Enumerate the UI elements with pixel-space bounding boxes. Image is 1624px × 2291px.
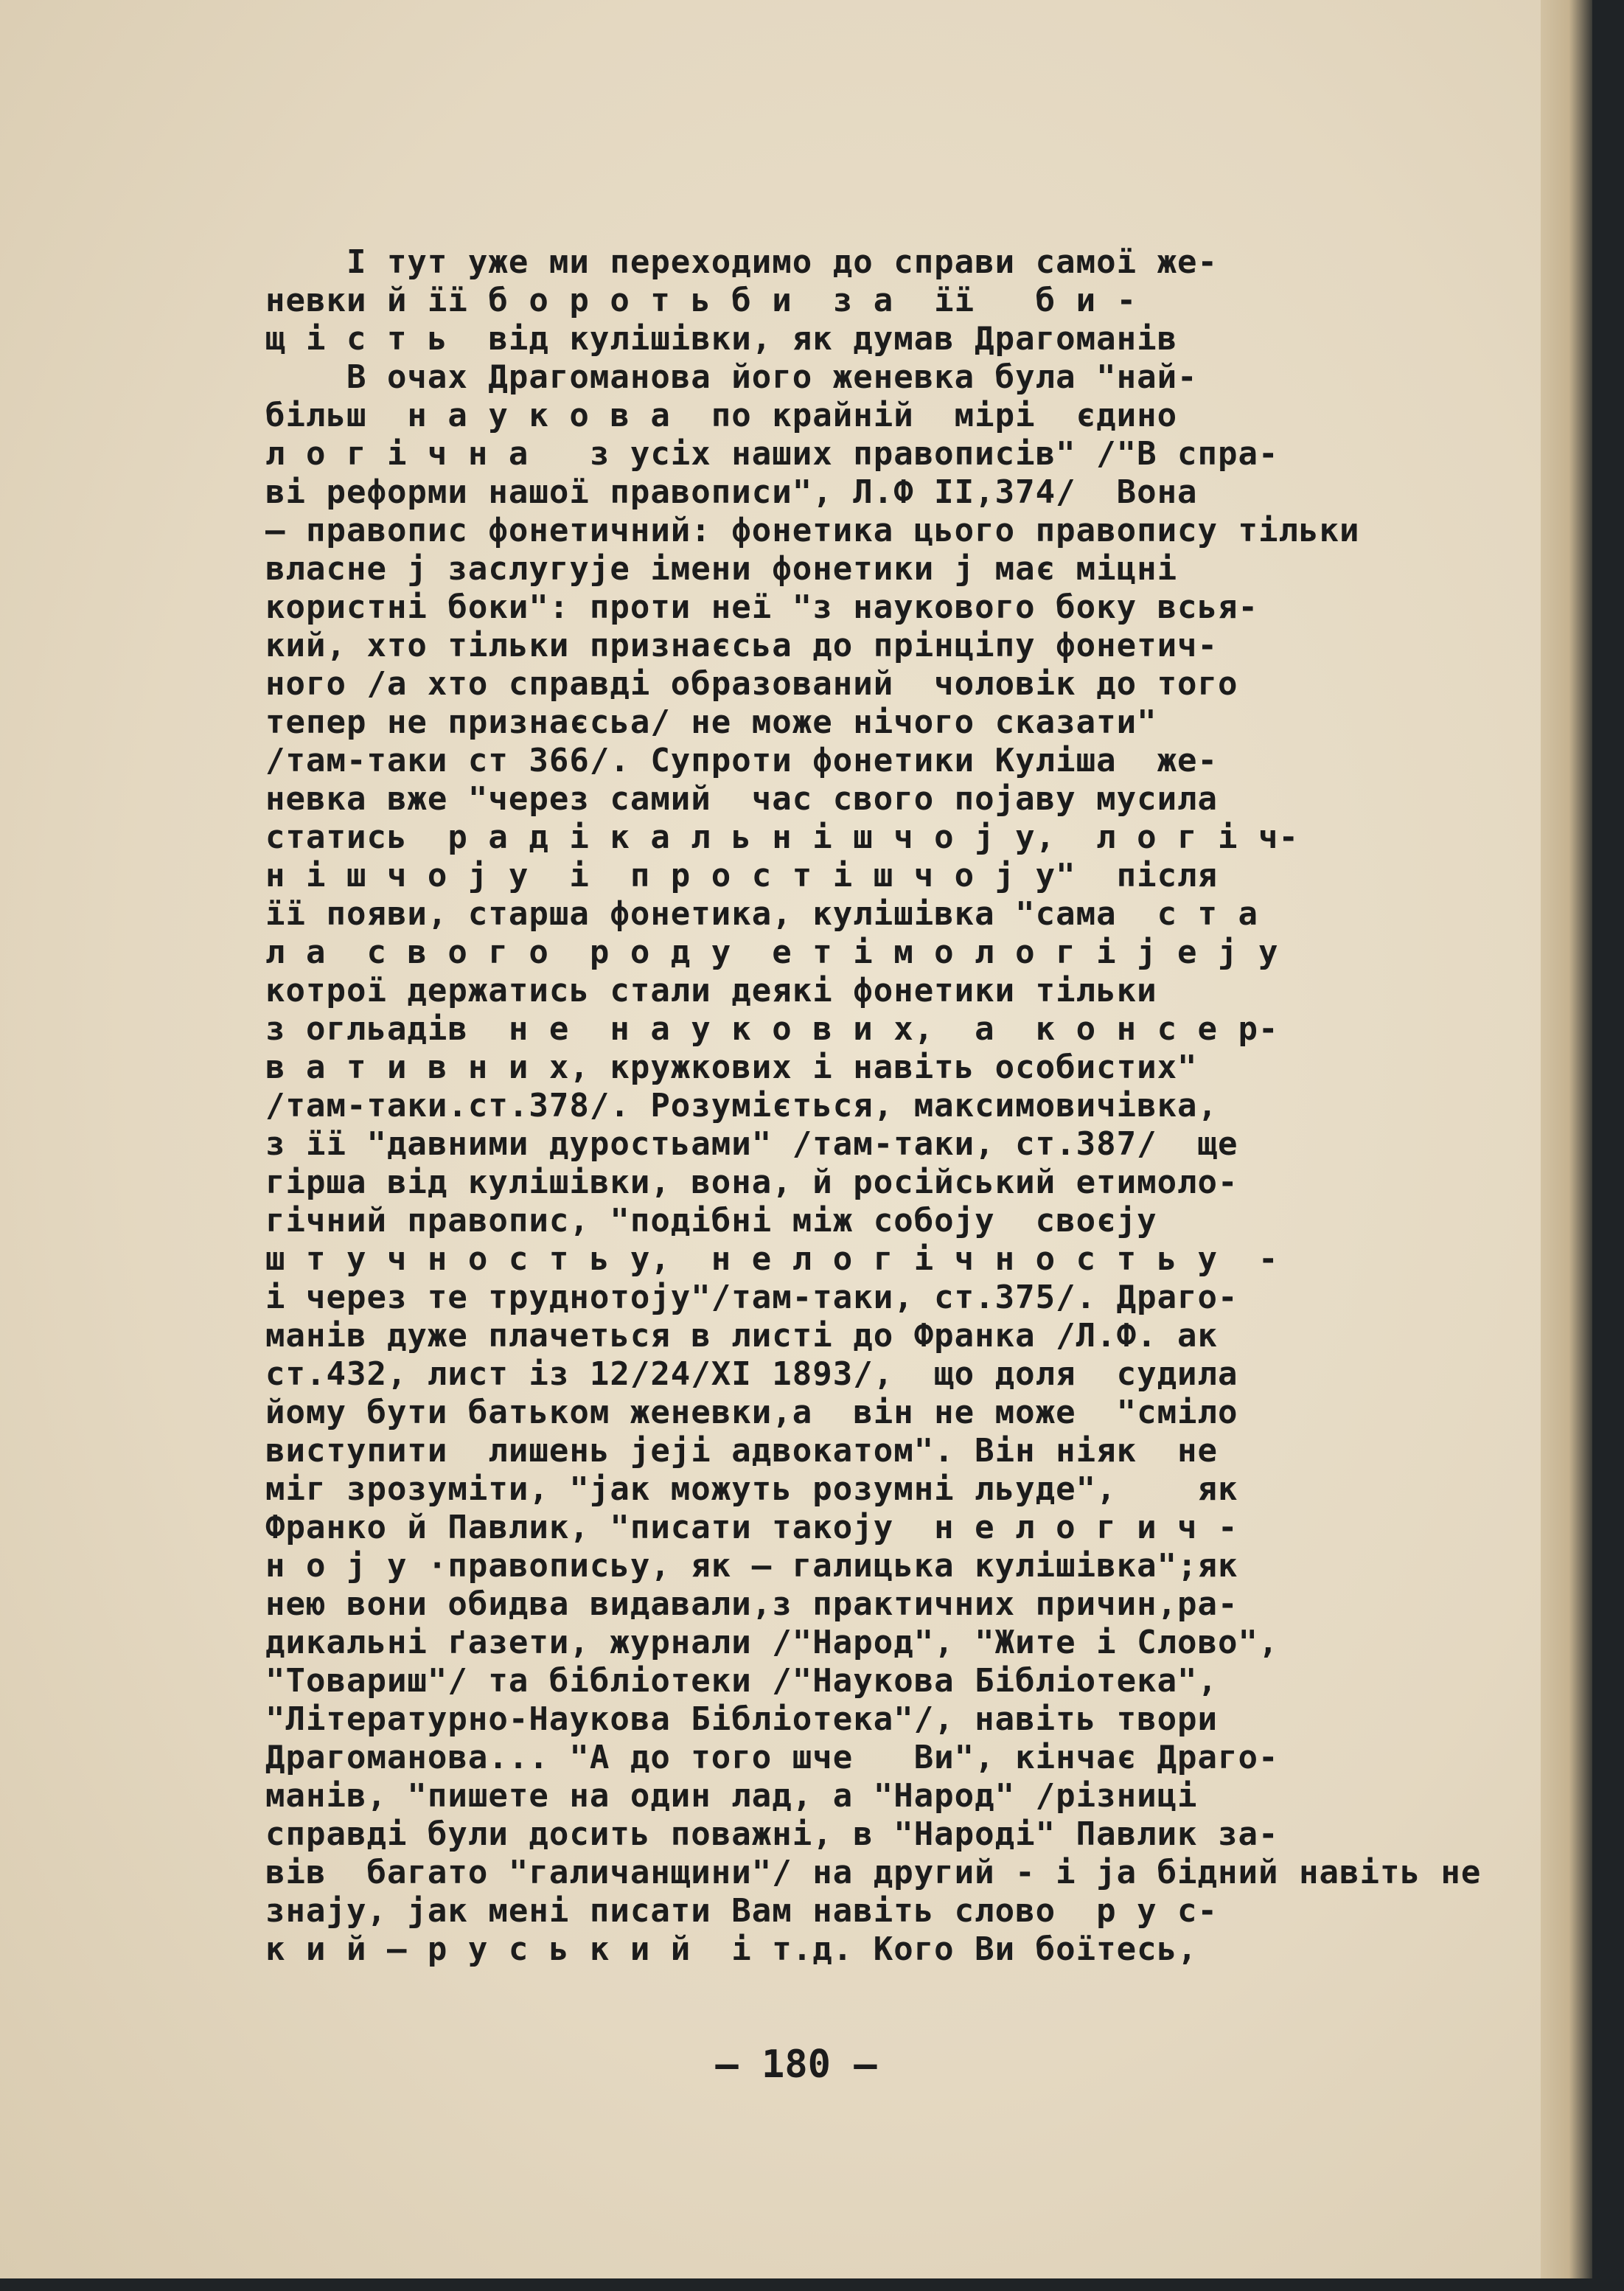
text-line: з огльадів н е н а у к о в и х, а к о н с е р-	[265, 1010, 1279, 1048]
text-line: невки й її б о р о т ь б и з а її б и -	[265, 282, 1137, 319]
text-line: л о г і ч н а з усіх наших правописів" /"В спра-	[265, 435, 1279, 473]
text-line: нею вони обидва видавали,з практичних причин,ра-	[265, 1585, 1238, 1623]
text-line: л а с в о г о р о д у е т і м о л о г і ј е ј у	[265, 934, 1279, 971]
text-line: йому бути батьком женевки,а він не може "сміло	[265, 1394, 1238, 1431]
text-line: власне ј заслугујe імени фонетики ј має міцні	[265, 550, 1178, 588]
text-line: В очах Драгоманова його женевка була "най-	[265, 358, 1198, 396]
text-line: ст.432, лист із 12/24/XI 1893/, що доля судила	[265, 1355, 1238, 1393]
text-line: кий, хто тільки признаєсьа до прінціпу фонетич-	[265, 627, 1219, 664]
text-line: міг зрозуміти, "јак можуть розумні льуде", як	[265, 1470, 1238, 1508]
text-line: "Товариш"/ та бібліотеки /"Наукова Бібліотека",	[265, 1662, 1219, 1700]
text-line: ш т у ч н о с т ь у, н е л о г і ч н о с т ь у -	[265, 1240, 1279, 1278]
text-line: гірша від кулішівки, вона, й російський етимоло-	[265, 1164, 1238, 1201]
text-line: н о ј у ·правописьу, як – галицька кулішівка";як	[265, 1547, 1238, 1585]
text-line: з її "давними дуростьами" /там-таки, ст.387/ ще	[265, 1125, 1238, 1163]
page-number: – 180 –	[715, 2043, 877, 2087]
text-line: – правопис фонетичний: фонетика цього правопису тільки	[265, 512, 1360, 549]
text-line: тепер не признаєсьа/ не може нічого сказати"	[265, 703, 1157, 741]
text-line: І тут уже ми переходимо до справи самої же-	[265, 243, 1219, 281]
text-line: гічний правопис, "подібні між собоју своєју	[265, 1202, 1157, 1240]
text-line: вів багато "галичанщини"/ на другий - і ја бідний навіть не	[265, 1854, 1482, 1891]
text-line: манів дуже плачеться в листі до Франка /Л.Ф. ак	[265, 1317, 1219, 1355]
text-line: статись р а д і к а л ь н і ш ч о ј у, л о г і ч-	[265, 818, 1300, 856]
text-line: знају, јак мені писати Вам навіть слово р у с-	[265, 1892, 1219, 1930]
text-line: Франко й Павлик, "писати такоју н е л о г и ч -	[265, 1509, 1238, 1546]
text-line: справді були досить поважні, в "Народі" Павлик за-	[265, 1815, 1279, 1853]
text-line: ві реформи нашої правописи", Л.Ф ІІ,374/ Вона	[265, 473, 1198, 511]
text-line: н і ш ч о ј у і п р о с т і ш ч о ј у" після	[265, 857, 1219, 894]
text-line: ного /а хто справді образований чоловік до того	[265, 665, 1238, 703]
text-line: Драгоманова... "А до того шче Ви", кінчає Драго-	[265, 1739, 1279, 1776]
typed-body-text	[265, 243, 1504, 1969]
text-line: к и й – р у с ь к и й і т.д. Кого Ви боїтесь,	[265, 1930, 1198, 1968]
text-line: /там-таки.ст.378/. Розуміється, максимовичівка,	[265, 1087, 1219, 1124]
text-line: "Літературно-Наукова Бібліотека"/, навіть твори	[265, 1700, 1219, 1738]
text-line: дикальні ґазети, журнали /"Народ", "Жите і Слово",	[265, 1624, 1279, 1661]
text-line: в а т и в н и х, кружкових і навіть особистих"	[265, 1049, 1198, 1086]
text-line: виступити лишень јејі адвокатом". Він ніяк не	[265, 1432, 1219, 1470]
text-line: /там-таки ст 366/. Супроти фонетики Куліша же-	[265, 742, 1219, 779]
text-line: її появи, старша фонетика, кулішівка "сама с т а	[265, 895, 1259, 933]
text-line: користні боки": проти неї "з наукового боку всья-	[265, 588, 1259, 626]
text-line: невка вже "через самий час свого појаву мусила	[265, 780, 1219, 818]
text-line: манів, "пишете на один лад, а "Народ" /різниці	[265, 1777, 1198, 1815]
text-line: і через те труднотоју"/там-таки, ст.375/. Драго-	[265, 1279, 1238, 1316]
book-spine-edge	[1541, 0, 1592, 2278]
text-line: більш н а у к о в а по крайній мірі єдино	[265, 397, 1178, 434]
text-line: котрої держатись стали деякі фонетики тільки	[265, 972, 1157, 1009]
text-line: щ і с т ь від кулішівки, як думав Драгоманів	[265, 320, 1178, 358]
